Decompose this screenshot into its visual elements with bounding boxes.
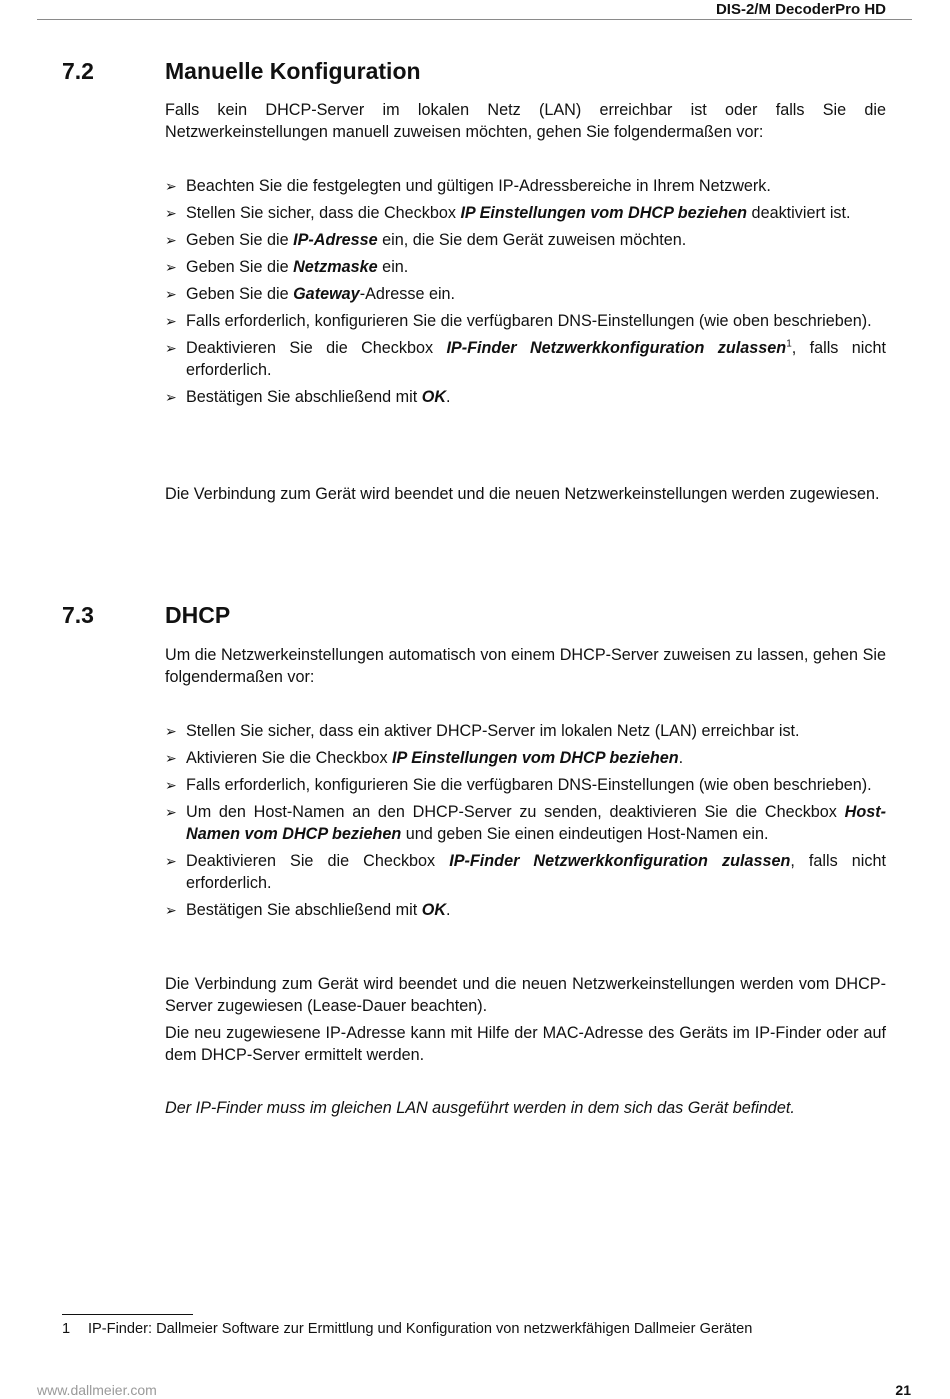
list-item: ➢ Geben Sie die IP-Adresse ein, die Sie dem Gerät zuweisen möchten. — [165, 231, 687, 249]
arrow-bullet-icon: ➢ — [165, 313, 177, 329]
list-item: ➢ Stellen Sie sicher, dass ein aktiver DHCP-Server im lokalen Netz (LAN) erreichbar ist. — [165, 722, 800, 740]
arrow-bullet-icon: ➢ — [165, 902, 177, 918]
steps-list — [165, 720, 886, 921]
section-outro: Die neu zugewiesene IP-Adresse kann mit Hilfe der MAC-Adresse des Geräts im IP-Finder oder auf dem DHCP-Server ermittelt werden. — [165, 1024, 886, 1064]
arrow-bullet-icon: ➢ — [165, 750, 177, 766]
list-item: ➢ Geben Sie die Gateway-Adresse ein. — [165, 285, 456, 303]
section-intro: Falls kein DHCP-Server im lokalen Netz (LAN) erreichbar ist oder falls Sie die Netzwerkeinstellungen manuell zuweisen möchten, gehen Sie folgendermaßen vor: — [165, 101, 886, 141]
list-item: ➢ Um den Host-Namen an den DHCP-Server zu senden, deaktivieren Sie die Checkbox Host-Namen vom DHCP beziehen und geben Sie einen eindeutigen Host-Namen ein. — [165, 803, 886, 843]
list-item: ➢ Bestätigen Sie abschließend mit OK. — [165, 388, 451, 406]
arrow-bullet-icon: ➢ — [165, 777, 177, 793]
arrow-bullet-icon: ➢ — [165, 340, 177, 356]
section-title: Manuelle Konfiguration — [165, 58, 421, 84]
arrow-bullet-icon: ➢ — [165, 723, 177, 739]
list-item: ➢ Geben Sie die Netzmaske ein. — [165, 258, 409, 276]
arrow-bullet-icon: ➢ — [165, 178, 177, 194]
list-item: ➢ Aktivieren Sie die Checkbox IP Einstellungen vom DHCP beziehen. — [165, 749, 684, 767]
header-rule — [37, 19, 912, 20]
arrow-bullet-icon: ➢ — [165, 853, 177, 869]
page-header-title: DIS-2/M DecoderPro HD — [715, 1, 886, 18]
list-item: ➢ Falls erforderlich, konfigurieren Sie die verfügbaren DNS-Einstellungen (wie oben beschrieben). — [165, 312, 872, 330]
section-number: 7.2 — [62, 58, 94, 84]
list-item: ➢ Deaktivieren Sie die Checkbox IP-Finder Netzwerkkonfiguration zulassen$^1$, falls nicht erforderlich. — [165, 338, 886, 379]
footnote-reference: 1 — [786, 338, 792, 350]
page-number: 21 — [895, 1382, 911, 1398]
section-outro: Die Verbindung zum Gerät wird beendet und die neuen Netzwerkeinstellungen werden vom DHCP-Server zugewiesen (Lease-Dauer beachten). — [165, 975, 886, 1015]
arrow-bullet-icon: ➢ — [165, 232, 177, 248]
list-item: ➢ Beachten Sie die festgelegten und gültigen IP-Adressbereiche in Ihrem Netzwerk. — [165, 177, 771, 195]
list-item: ➢ Deaktivieren Sie die Checkbox IP-Finder Netzwerkkonfiguration zulassen, falls nicht erforderlich. — [165, 852, 886, 892]
footnote-number: 1 — [62, 1321, 71, 1337]
list-item: ➢ Falls erforderlich, konfigurieren Sie die verfügbaren DNS-Einstellungen (wie oben beschrieben). — [165, 776, 872, 794]
section-intro: Um die Netzwerkeinstellungen automatisch von einem DHCP-Server zuweisen zu lassen, gehen Sie folgendermaßen vor: — [165, 646, 886, 686]
footnote-text: IP-Finder: Dallmeier Software zur Ermittlung und Konfiguration von netzwerkfähigen Dallmeier Geräten — [88, 1321, 753, 1337]
section-number: 7.3 — [62, 602, 94, 628]
arrow-bullet-icon: ➢ — [165, 259, 177, 275]
footnote — [62, 1319, 752, 1339]
arrow-bullet-icon: ➢ — [165, 389, 177, 405]
footnote-rule — [62, 1314, 193, 1315]
list-item: ➢ Stellen Sie sicher, dass die Checkbox IP Einstellungen vom DHCP beziehen deaktiviert ist. — [165, 204, 851, 222]
list-item: ➢ Bestätigen Sie abschließend mit OK. — [165, 901, 451, 919]
arrow-bullet-icon: ➢ — [165, 205, 177, 221]
section-outro: Die Verbindung zum Gerät wird beendet und die neuen Netzwerkeinstellungen werden zugewiesen. — [165, 485, 880, 503]
section-title: DHCP — [165, 602, 231, 628]
section-note: Der IP-Finder muss im gleichen LAN ausgeführt werden in dem sich das Gerät befindet. — [165, 1099, 795, 1117]
arrow-bullet-icon: ➢ — [165, 804, 177, 820]
steps-list — [165, 175, 886, 408]
footer-url-link[interactable]: www.dallmeier.com — [37, 1382, 157, 1398]
arrow-bullet-icon: ➢ — [165, 286, 177, 302]
